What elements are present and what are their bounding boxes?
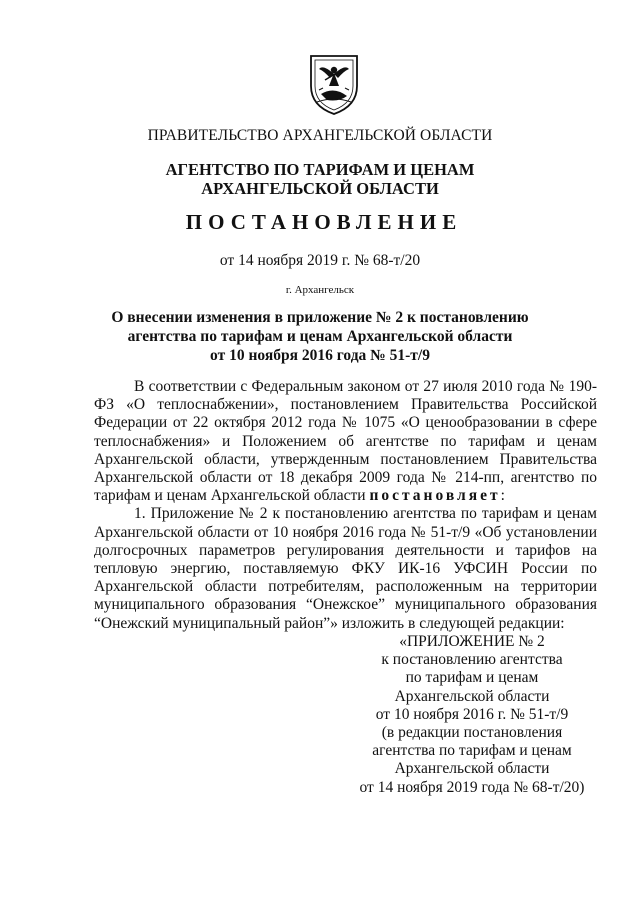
preamble-text: В соответствии с Федеральным законом от 27 июля 2010 года № 190-ФЗ «О теплоснабжении», постановлением Правительства Российской Федерации от 22 октября 2012 года № 1075 «О ценообразовании в сфере теплоснабжения» и Положением об агентстве по тарифам и ценам Архангельской области, утвержденным постановлением Правительства Архангельской области от 18 декабря 2009 года № 214-пп, агентство по тарифам и ценам Архангельской области bbox=[94, 378, 597, 505]
subject-heading bbox=[0, 308, 640, 365]
appendix-line: по тарифам и ценам bbox=[405, 669, 539, 687]
agency-title-line: АРХАНГЕЛЬСКОЙ ОБЛАСТИ bbox=[201, 179, 439, 198]
appendix-line: к постановлению агентства bbox=[381, 651, 563, 669]
date-number: от 14 ноября 2019 г. № 68-т/20 bbox=[219, 252, 421, 269]
appendix-header bbox=[352, 633, 592, 797]
appendix-line: Архангельской области bbox=[394, 687, 550, 705]
appendix-line: Архангельской области bbox=[394, 760, 550, 778]
government-title: ПРАВИТЕЛЬСТВО АРХАНГЕЛЬСКОЙ ОБЛАСТИ bbox=[147, 127, 493, 144]
clause-paragraph: 1. Приложение № 2 к постановлению агентства по тарифам и ценам Архангельской области от 10 ноября 2016 года № 51-т/9 «Об установлении долгосрочных параметров регулирования деятельности и тарифов на тепловую энергию, поставляемую ФКУ ИК-16 УФСИН России по Архангельской области потребителям, расположенным на территории муниципального образования “Онежское” муниципального образования “Онежский муниципальный район”» изложить в следующей редакции: bbox=[94, 505, 597, 632]
preamble-paragraph bbox=[94, 378, 597, 505]
subject-line: от 10 ноября 2016 года № 51-т/9 bbox=[210, 347, 430, 364]
city: г. Архангельск bbox=[285, 284, 355, 296]
coat-of-arms-icon bbox=[307, 52, 361, 116]
agency-title-line: АГЕНТСТВО ПО ТАРИФАМ И ЦЕНАМ bbox=[165, 160, 475, 179]
document-type: ПОСТАНОВЛЕНИЕ bbox=[185, 210, 463, 234]
appendix-line: от 10 ноября 2016 г. № 51-т/9 bbox=[375, 705, 569, 723]
appendix-line: «ПРИЛОЖЕНИЕ № 2 bbox=[399, 633, 545, 650]
subject-line: агентства по тарифам и ценам Архангельской области bbox=[127, 328, 513, 345]
subject-line: О внесении изменения в приложение № 2 к постановлению bbox=[111, 309, 529, 326]
decree-colon: : bbox=[500, 487, 505, 505]
decree-word: постановляет bbox=[369, 487, 501, 505]
agency-title bbox=[0, 160, 640, 198]
appendix-line: от 14 ноября 2019 года № 68-т/20) bbox=[359, 778, 585, 796]
appendix-line: агентства по тарифам и ценам bbox=[372, 742, 572, 760]
document-body bbox=[94, 378, 597, 633]
appendix-line: (в редакции постановления bbox=[381, 724, 563, 742]
